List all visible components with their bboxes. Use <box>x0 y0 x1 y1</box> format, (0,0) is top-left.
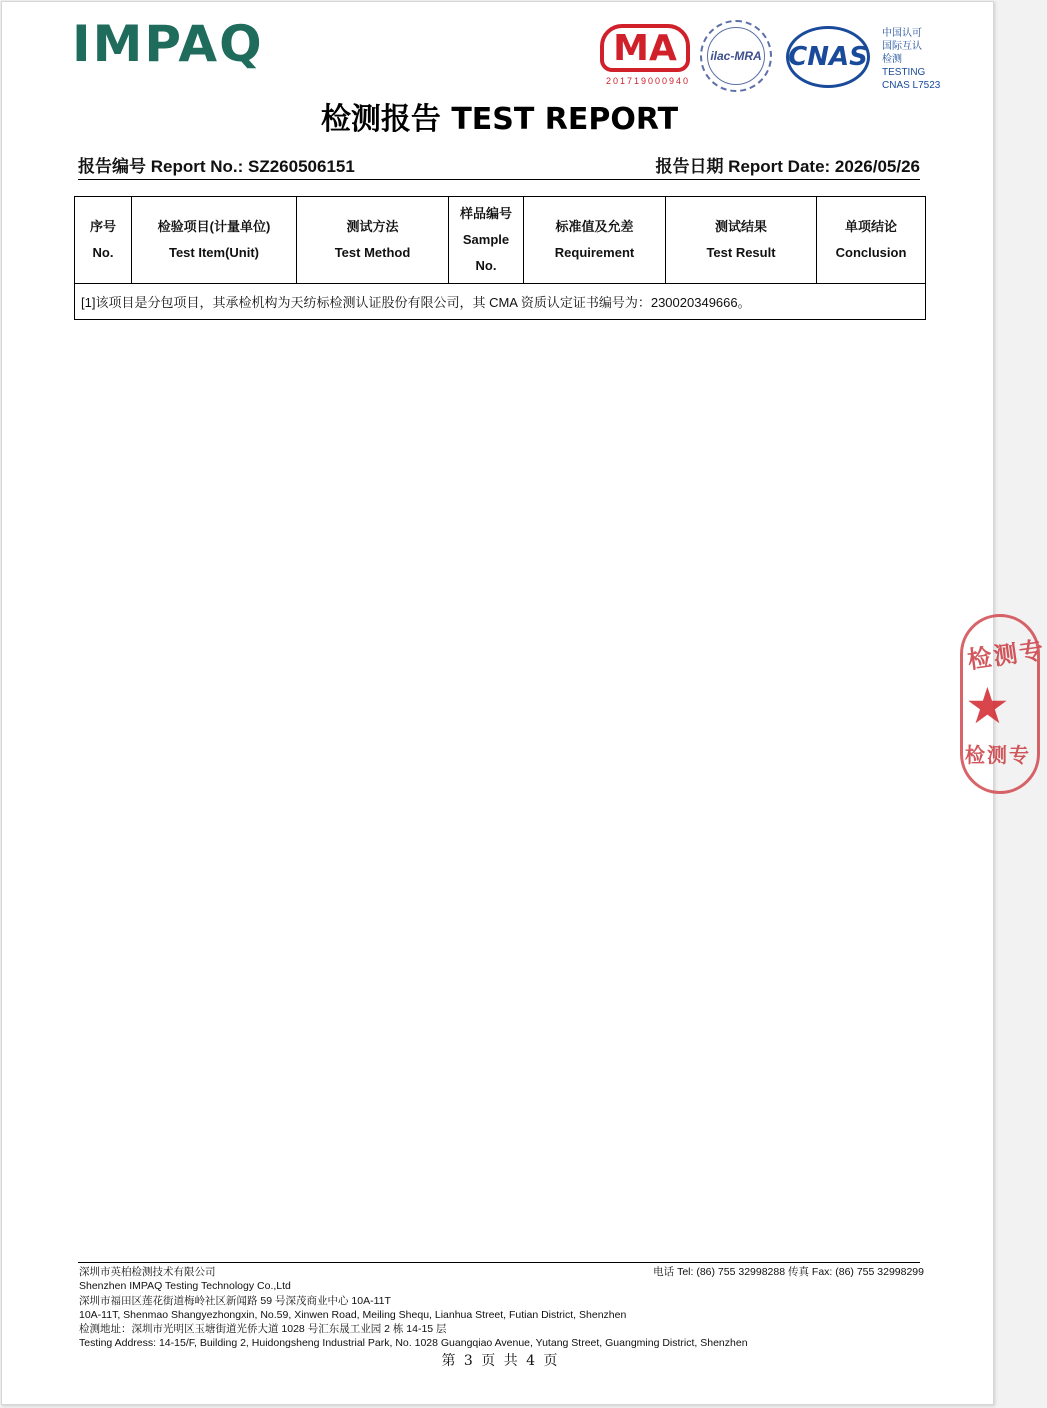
ilac-text: ilac-MRA <box>707 27 765 85</box>
seal-top-text: 检测专 <box>965 636 1047 675</box>
footer-divider <box>78 1262 920 1263</box>
seal-bottom-text: 检测专 <box>965 745 1031 767</box>
col-header-test-item: 检验项目(计量单位) Test Item(Unit) <box>132 197 297 284</box>
cnas-caption-line: 检测 <box>882 54 902 65</box>
ilac-mra-mark <box>700 20 772 92</box>
footer <box>79 1265 924 1351</box>
page-title: 检测报告 TEST REPORT <box>320 102 679 137</box>
cnas-mark <box>786 26 870 88</box>
report-page <box>1 1 1047 1405</box>
cnas-caption-line: CNAS L7523 <box>882 80 941 91</box>
table-note-row <box>75 284 926 320</box>
col-header-requirement: 标准值及允差 Requirement <box>524 197 666 284</box>
company-name-zh: 深圳市英柏检测技术有限公司 <box>79 1266 216 1278</box>
page-number: 第 3 页 共 4 页 <box>441 1353 558 1369</box>
company-name-en: Shenzhen IMPAQ Testing Technology Co.,Ltd <box>79 1280 291 1293</box>
address-en: 10A-11T, Shenmao Shangyezhongxin, No.59, Xinwen Road, Meiling Shequ, Lianhua Street, Futian District, Shenzhen <box>79 1308 627 1321</box>
address-zh: 深圳市福田区莲花街道梅岭社区新闻路 59 号深茂商业中心 10A-11T <box>79 1294 391 1307</box>
cma-logo: MA <box>600 24 690 72</box>
results-table <box>74 196 926 320</box>
report-number: 报告编号 Report No.: SZ260506151 <box>78 157 355 176</box>
col-header-test-result: 测试结果 Test Result <box>666 197 817 284</box>
cma-mark <box>600 24 696 88</box>
report-date: 报告日期 Report Date: 2026/05/26 <box>655 157 920 176</box>
cnas-text: CNAS <box>788 42 868 72</box>
col-header-test-method: 测试方法 Test Method <box>297 197 449 284</box>
col-header-no: 序号 No. <box>75 197 132 284</box>
star-icon: ★ <box>965 678 1010 734</box>
table-header-row <box>75 197 926 284</box>
contact-info: 电话 Tel: (86) 755 32998288 传真 Fax: (86) 755 32998299 <box>653 1266 924 1278</box>
cnas-caption <box>882 27 952 92</box>
impaq-logo <box>72 16 264 72</box>
testing-address-zh: 检测地址：深圳市光明区玉塘街道光侨大道 1028 号汇东晟工业园 2 栋 14-15 层 <box>79 1323 447 1336</box>
logo-text: IMPAQ <box>72 15 264 73</box>
report-info <box>78 152 920 180</box>
col-header-conclusion: 单项结论 Conclusion <box>817 197 926 284</box>
subcontract-note: [1]该项目是分包项目，其承检机构为天纺标检测认证股份有限公司，其 CMA 资质认定证书编号为：230020349666。 <box>75 284 926 320</box>
col-header-sample-no: 样品编号 Sample No. <box>449 197 524 284</box>
testing-address-en: Testing Address: 14-15/F, Building 2, Huidongsheng Industrial Park, No. 1028 Guangqiao Avenue, Yutang Street, Guangming District, Shenzhen <box>79 1337 748 1350</box>
cnas-caption-line: 国际互认 <box>882 41 922 52</box>
cnas-caption-line: TESTING <box>882 67 926 78</box>
cma-number: 201719000940 <box>605 76 691 86</box>
cnas-caption-line: 中国认可 <box>882 28 922 39</box>
company-seal <box>960 614 1047 794</box>
